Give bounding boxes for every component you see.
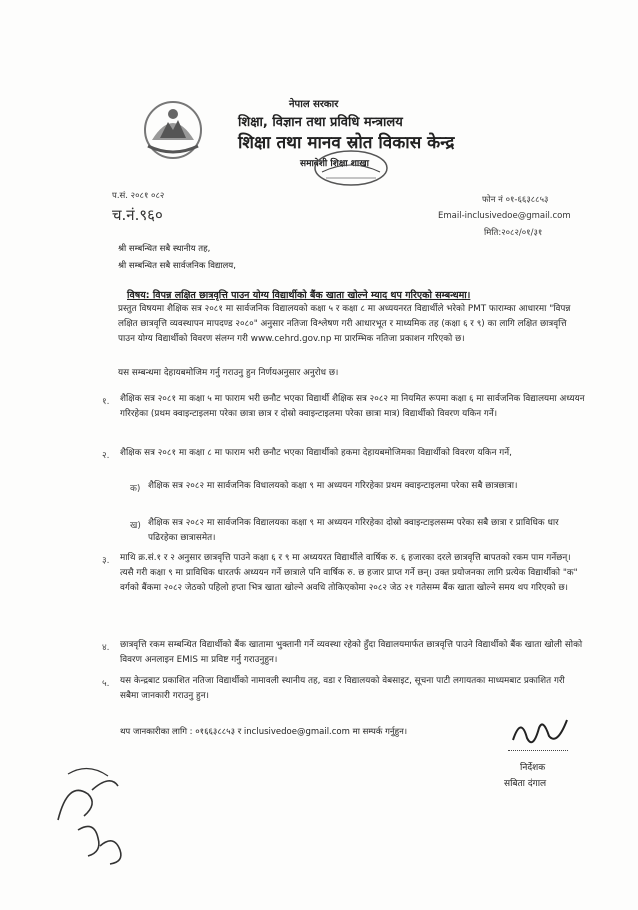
unit-name: समावेशी शिक्षा शाखा (300, 159, 369, 169)
handwritten-margin-note-icon (48, 760, 138, 870)
recipient-local-level: श्री सम्बन्धित सबै स्थानीय तह, (118, 244, 211, 254)
centre-name: शिक्षा तथा मानव स्रोत विकास केन्द्र (238, 133, 455, 153)
signature-line (508, 750, 568, 751)
letter-date: मिति:२०८२/०१/३१ (484, 228, 543, 238)
phone-number: फोन नं ०१-६६३८८५३ (482, 195, 549, 205)
point-number: १. (102, 397, 110, 407)
subpoint-number: ख) (130, 521, 141, 531)
point-number: ४. (102, 643, 110, 653)
email-address: Email-inclusivedoe@gmail.com (438, 211, 571, 221)
handwritten-signature-icon (505, 710, 575, 752)
point-number: २. (102, 451, 110, 461)
recipient-schools: श्री सम्बन्धित सबै सार्वजनिक विद्यालय, (118, 261, 236, 271)
footer-contact: थप जानकारीका लागि : ०१६६३८८५३ र inclusivedoe@gmail.com मा सम्पर्क गर्नुहुन। (120, 727, 408, 737)
subpoint-text: शैक्षिक सत्र २०८२ मा सार्वजनिक विधालयको कक्षा ९ मा अध्ययन गरिरहेका प्रथम क्वाइन्टाइलमा परेका सबै छात्रछात्रा। (148, 481, 518, 491)
decision-line: यस सम्बन्धमा देहायबमोजिम गर्नु गराउनु हुन निर्णयअनुसार अनुरोध छ। (118, 368, 339, 378)
signatory-title: निर्देशक (520, 763, 546, 773)
point-text: यस केन्द्रबाट प्रकाशित नतिजा विद्यार्थीको नामावली स्थानीय तह, वडा र विद्यालयको वेबसाइट, सूचना पाटी लगायतका माध्यमबाट प्रकाशित गरी सबैमा जानकारी गराउनु हुन। (120, 676, 565, 701)
office-seal-icon (312, 148, 390, 188)
ministry-name: शिक्षा, विज्ञान तथा प्रविधि मन्त्रालय (238, 115, 403, 130)
government-name: नेपाल सरकार (289, 99, 339, 110)
point-text: छात्रवृत्ति रकम सम्बन्धित विद्यार्थीको बैंक खातामा भुक्तानी गर्ने व्यवस्था रहेको हुँदा विद्यालयमार्फत छात्रवृत्ति पाउने विद्यार्थीको बैंक खाता खोली सोको विवरण अनलाइन EMIS मा प्रविष्ट गर्नु गराउनुहुन। (120, 640, 583, 665)
subpoint-number: क) (130, 484, 141, 494)
signatory-name: सबिता दंगाल (504, 779, 547, 789)
patra-sankhya: प.सं. २०८१ ०८२ (112, 191, 165, 201)
nepal-emblem-icon (138, 94, 208, 164)
intro-paragraph: प्रस्तुत विषयमा शैक्षिक सत्र २०८१ मा सार्वजनिक विद्यालयको कक्षा ५ र कक्षा ८ मा अध्ययनरत विद्यार्थीले भरेको PMT फाराम्का आधारमा "विपन्न लक्षित छात्रवृत्ति व्यवस्थापन मापदण्ड २०८०" अनुसार नतिजा विश्लेषण गरी आधारभूत र माध्यमिक तह (कक्षा ६ र ९) का लागि लक्षित छात्रवृत्ति पाउन योग्य विद्यार्थीको विवरण संलग्न गरी www.cehrd.gov.np मा प्रारम्भिक नतिजा प्रकाशन गरिएको छ। (118, 304, 571, 344)
point-text: शैक्षिक सत्र २०८१ मा कक्षा ५ मा फाराम भरी छनौट भएका विद्यार्थी शैक्षिक सत्र २०८२ मा नियमित रूपमा कक्षा ६ मा सार्वजनिक विद्यालयमा अध्ययन गरिरहेका (प्रथम क्वाइन्टाइलमा परेका छात्रा छात्र र दोस्रो क्वाइन्टाइलमा परेका छात्रा मात्र) विद्यार्थीको विवरण यकिन गर्ने। (120, 394, 585, 419)
subpoint-text: शैक्षिक सत्र २०८२ मा सार्वजनिक विद्यालयका कक्षा ९ मा अध्ययन गरिरहेका दोस्रो क्वाइन्टाइलसम्म परेका सबै छात्रा र प्राविधिक धार पढिरहेका छात्रासमेत। (148, 518, 559, 543)
point-text: माथि क्र.सं.१ र २ अनुसार छात्रवृत्ति पाउने कक्षा ६ र ९ मा अध्ययरत विद्यार्थीले वार्षिक रु. ६ हजारका दरले छात्रवृत्ति बापतको रकम पाम गर्नेछन्। त्यसै गरी कक्षा ९ मा प्राविधिक धारतर्फ अध्ययन गर्ने छात्राले पनि वार्षिक रु. छ हजार प्राप्त गर्ने छन्। उक्त प्रयोजनका लागि प्रत्येक विद्यार्थीको "क" वर्गको बैंकमा २०८२ जेठको पहिलो हप्ता भित्र खाता खोल्ने अवधि तोकिएकोमा २०८२ जेठ २१ गतेसम्म बैंक खाता खोल्ने समय थप गरिएको छ। (120, 553, 578, 593)
point-number: ५. (102, 679, 110, 689)
point-text: शैक्षिक सत्र २०८१ मा कक्षा ८ मा फाराम भरी छनौट भएका विद्यार्थीको हकमा देहायबमोजिमका विद्यार्थीको विवरण यकिन गर्ने, (120, 448, 512, 458)
chalani-number: च.नं.९६० (112, 206, 163, 224)
point-number: ३. (102, 556, 110, 566)
letter-subject: विषय: विपन्न लक्षित छात्रवृत्ति पाउन योग्य विद्यार्थीको बैंक खाता खोल्ने म्याद थप गरिएको सम्बन्धमा। (127, 290, 471, 301)
